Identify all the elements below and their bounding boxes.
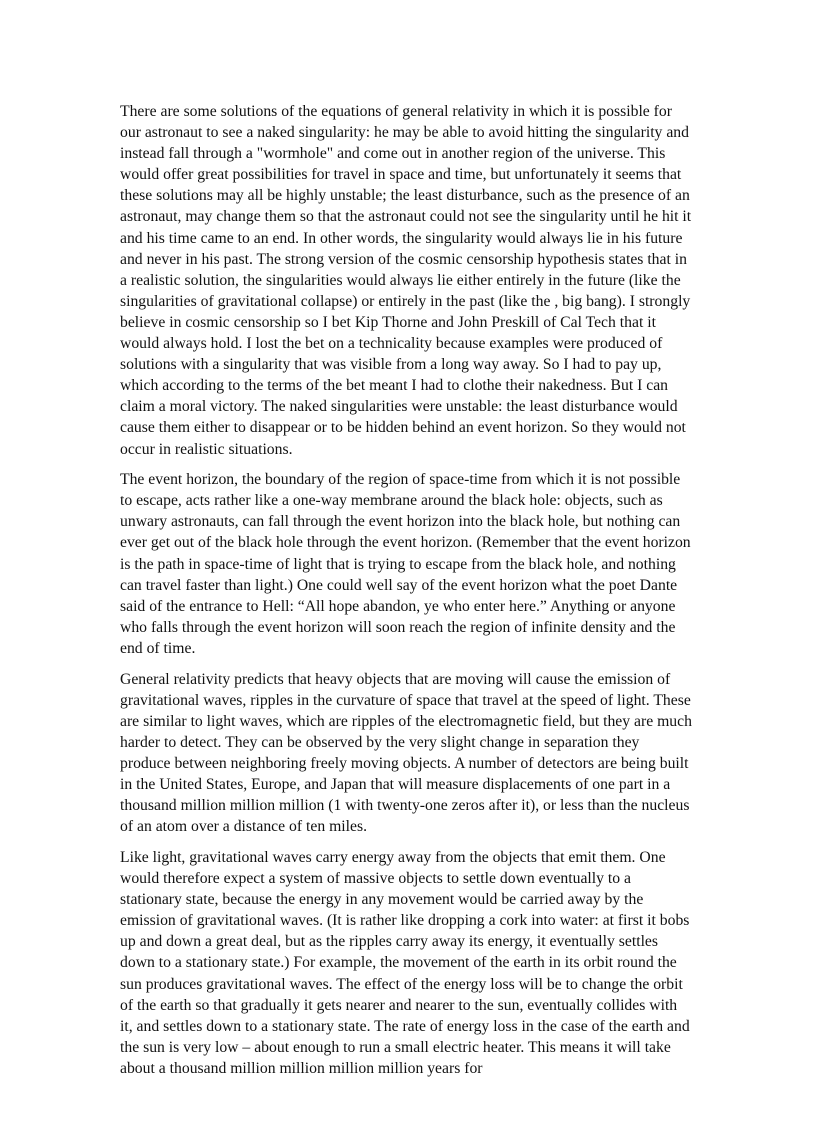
paragraph-energy-loss: Like light, gravitational waves carry energy away from the objects that emit them. One would therefore expect a system of massive objects to settle down eventually to a stationary state, because the energy in any movement would be carried away by the emission of gravitational waves. (It is rather like dropping a cork into water: at first it bobs up and down a great deal, but as the ripples carry away its energy, it eventually settles down to a stationary state.) For example, the movement of the earth in its orbit round the sun produces gravitational waves. The effect of the energy loss will be to change the orbit of the earth so that gradually it gets nearer and nearer to the sun, eventually collides with it, and settles down to a stationary state. The rate of energy loss in the case of the earth and the sun is very low – about enough to run a small electric heater. This means it will take about a thousand million million million million years for (120, 848, 690, 1077)
paragraph-naked-singularity: There are some solutions of the equations of general relativity in which it is possible for our astronaut to see a naked singularity: he may be able to avoid hitting the singularity and instead fall through a "wormhole" and come out in another region of the universe. This would offer great possibilities for travel in space and time, but unfortunately it seems that these solutions may all be highly unstable; the least disturbance, such as the presence of an astronaut, may change them so that the astronaut could not see the singularity until he hit it and his time came to an end. In other words, the singularity would always lie in his future and never in his past. The strong version of the cosmic censorship hypothesis states that in a realistic solution, the singularities would always lie either entirely in the future (like the singularities of gravitational collapse) or entirely in the past (like the , big bang). I strongly believe in cosmic censorship so I bet Kip Thorne and John Preskill of Cal Tech that it would always hold. I lost the bet on a technicality because examples were produced of solutions with a singularity that was visible from a long way away. So I had to pay up, which according to the terms of the bet meant I had to clothe their nakedness. But I can claim a moral victory. The naked singularities were unstable: the least disturbance would cause them either to disappear or to be hidden behind an event horizon. So they would not occur in realistic situations. (120, 103, 692, 458)
paragraph-event-horizon: The event horizon, the boundary of the region of space-time from which it is not possible to escape, acts rather like a one-way membrane around the black hole: objects, such as unwary astronauts, can fall through the event horizon into the black hole, but nothing can ever get out of the black hole through the event horizon. (Remember that the event horizon is the path in space-time of light that is trying to escape from the black hole, and nothing can travel faster than light.) One could well say of the event horizon what the poet Dante said of the entrance to Hell: “All hope abandon, ye who enter here.” Anything or anyone who falls through the event horizon will soon reach the region of infinite density and the end of time. (120, 471, 691, 657)
paragraph-gravitational-waves: General relativity predicts that heavy objects that are moving will cause the emission of gravitational waves, ripples in the curvature of space that travel at the speed of light. These are similar to light waves, which are ripples of the electromagnetic field, but they are much harder to detect. They can be observed by the very slight change in separation they produce between neighboring freely moving objects. A number of detectors are being built in the United States, Europe, and Japan that will measure displacements of one part in a thousand million million million (1 with twenty-one zeros after it), or less than the nucleus of an atom over a distance of ten miles. (120, 670, 692, 836)
text-column (120, 101, 692, 1089)
